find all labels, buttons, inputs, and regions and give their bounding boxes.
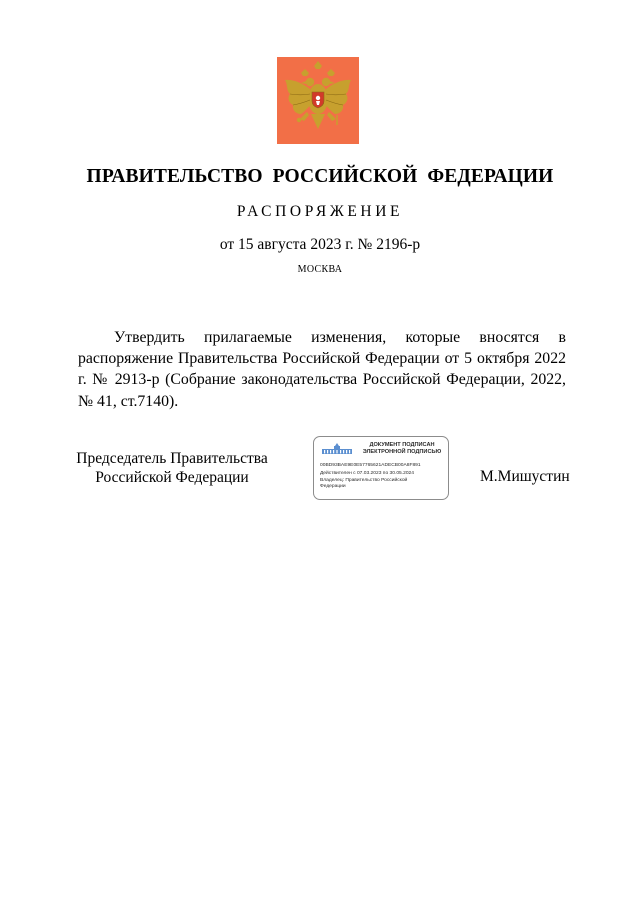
document-city: МОСКВА — [297, 264, 343, 275]
double-headed-eagle-icon — [277, 57, 359, 144]
stamp-header-line2: ЭЛЕКТРОННОЙ ПОДПИСЬЮ — [362, 449, 442, 455]
document-title: ПРАВИТЕЛЬСТВО РОССИЙСКОЙ ФЕДЕРАЦИИ — [86, 166, 554, 187]
signer-position-line2: Российской Федерации — [95, 469, 249, 486]
document-date-number: от 15 августа 2023 г. № 2196-р — [219, 236, 421, 253]
electronic-signature-stamp — [313, 436, 449, 500]
stamp-owner-line2: Федерации — [320, 484, 346, 489]
signer-position — [74, 449, 270, 487]
signer-name: М.Мишустин — [480, 468, 570, 485]
stamp-certificate: 00BD93BAE9E0E57765621ADECB00A8F891 — [320, 463, 421, 468]
signer-position-line1: Председатель Правительства — [76, 450, 268, 467]
stamp-header-line1: ДОКУМЕНТ ПОДПИСАН — [369, 442, 435, 448]
stamp-owner-line1: Владелец: Правительство Российской — [320, 478, 408, 483]
order-body — [78, 327, 566, 412]
stamp-validity: Действителен с 07.03.2023 по 30.05.2024 — [320, 471, 414, 476]
government-building-icon — [320, 442, 354, 460]
order-paragraph: Утвердить прилагаемые изменения, которые вносятся в распоряжение Правительства Российской Федерации от 5 октября 2022 г. № 2913-р (Собрание законодательства Российской Федерации, 2022, № 41, ст.7140). — [78, 329, 566, 410]
stamp-header — [358, 442, 446, 456]
document-type: РАСПОРЯЖЕНИЕ — [236, 203, 404, 220]
coat-of-arms-emblem — [277, 57, 359, 144]
